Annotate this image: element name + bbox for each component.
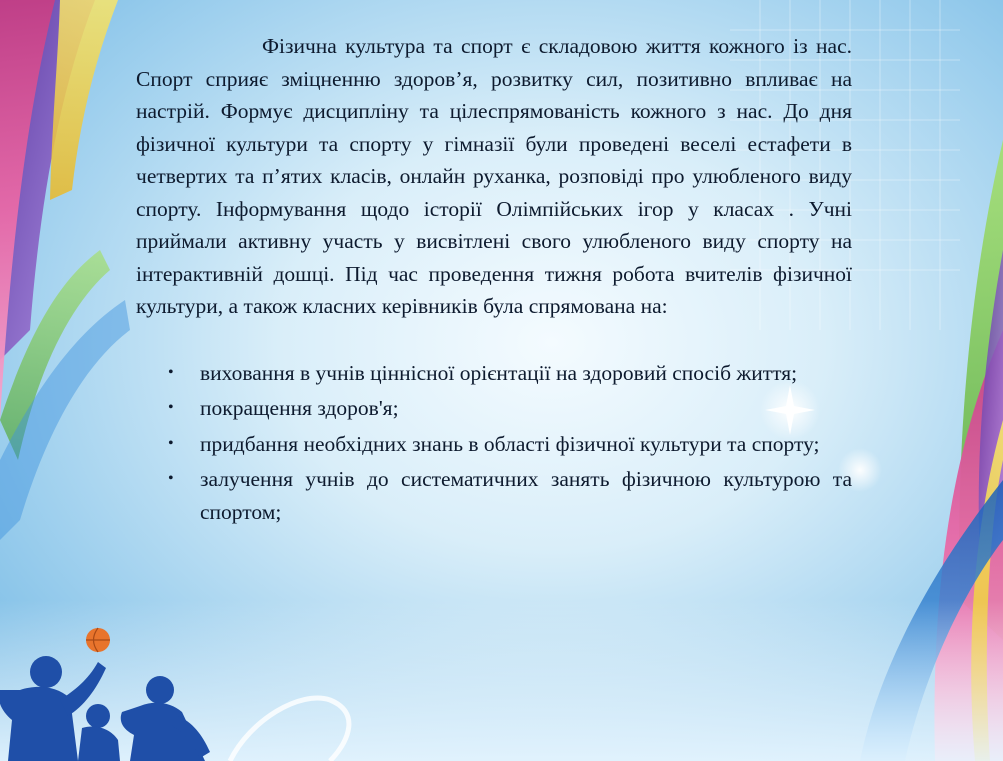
bullet-icon: •	[168, 470, 174, 487]
list-item-text: покращення здоров'я;	[200, 396, 399, 420]
list-item	[136, 357, 852, 390]
left-ribbon-yellow	[50, 0, 118, 200]
goals-list	[136, 357, 852, 529]
list-item-text: виховання в учнів ціннісної орієнтації на здоровий спосіб життя;	[200, 360, 798, 385]
bullet-icon: •	[168, 399, 174, 416]
bullet-icon: •	[168, 363, 174, 381]
list-item	[136, 392, 852, 425]
slide-content	[136, 30, 852, 531]
intro-paragraph: Фізична культура та спорт є складовою життя кожного із нас. Спорт сприяє зміцненню здоров’я, розвитку сил, позитивно впливає на настрій. Формує дисципліну та цілеспрямованість кожного з нас. До дня фізичної культури та спорту у гімназії були проведені веселі естафети в четвертих та п’ятих класів, онлайн руханка, розповіді про улюбленого виду спорту. Інформування щодо історії Олімпійських ігор у класах . Учні приймали активну участь у висвітлені свого улюбленого виду спорту на інтерактивній дошці. Під час проведення тижня робота вчителів фізичної культури, а також класних керівників була спрямована на:	[136, 34, 852, 318]
list-item-text: залучення учнів до систематичних занять фізичною культурою та спортом;	[200, 467, 852, 524]
bullet-icon: •	[168, 434, 174, 452]
list-item	[136, 463, 852, 528]
list-item	[136, 428, 852, 461]
list-item-text: придбання необхідних знань в області фізичної культури та спорту;	[200, 431, 820, 456]
